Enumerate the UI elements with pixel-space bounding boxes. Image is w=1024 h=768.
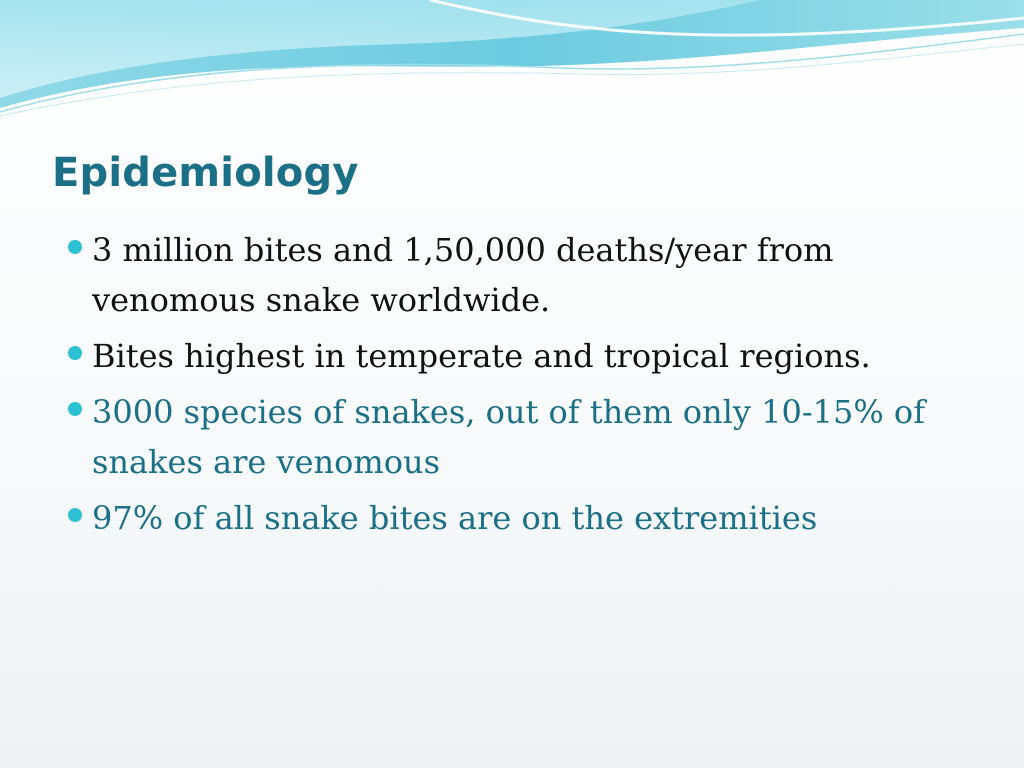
bullet-text: 3 million bites and 1,50,000 deaths/year from venomous snake worldwide.: [92, 231, 834, 319]
bullet-item: [64, 387, 964, 487]
bullet-text: 3000 species of snakes, out of them only 10-15% of snakes are venomous: [92, 393, 926, 481]
bullet-text: Bites highest in temperate and tropical regions.: [92, 337, 871, 375]
bullet-marker-icon: [68, 508, 82, 522]
bullet-marker-icon: [68, 240, 82, 254]
bullet-text: 97% of all snake bites are on the extremities: [92, 499, 818, 537]
bullet-item: [64, 225, 964, 325]
slide-title: Epidemiology: [52, 150, 359, 196]
bullet-marker-icon: [68, 346, 82, 360]
bullet-item: [64, 331, 964, 381]
bullet-item: [64, 493, 964, 543]
bullet-marker-icon: [68, 402, 82, 416]
header-wave-decoration: [0, 0, 1024, 120]
bullet-list: [64, 225, 964, 549]
